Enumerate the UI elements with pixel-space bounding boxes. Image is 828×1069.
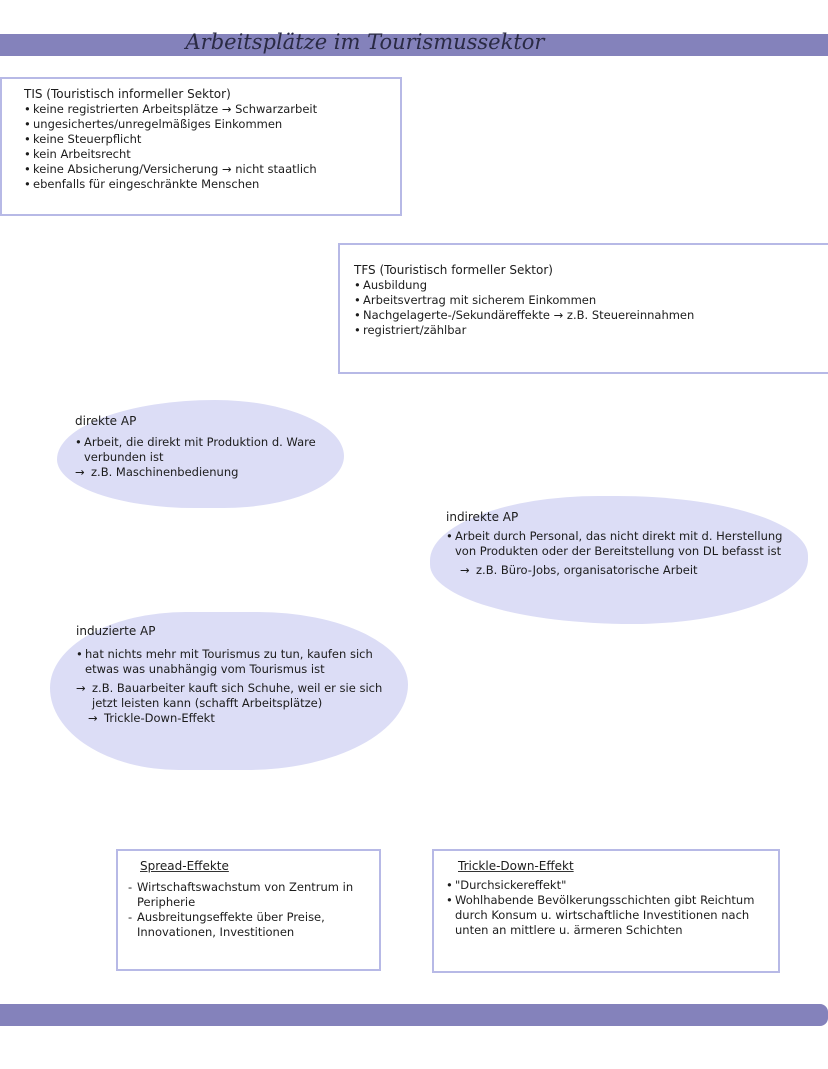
list-item: • keine Absicherung/Versicherung → nicht staatlich xyxy=(24,162,390,177)
list-item: • keine registrierten Arbeitsplätze → Schwarzarbeit xyxy=(24,102,390,117)
tis-box xyxy=(0,77,402,216)
direkte-ap-heading: direkte AP xyxy=(75,414,137,428)
trickle-down-box xyxy=(432,849,780,973)
example-item: → Trickle-Down-Effekt xyxy=(88,711,394,726)
tfs-list xyxy=(354,278,818,338)
example-item: → z.B. Büro-Jobs, organisatorische Arbeit xyxy=(460,563,796,578)
tis-list xyxy=(24,102,390,192)
list-item: • Arbeit, die direkt mit Produktion d. Ware verbunden ist xyxy=(75,435,332,465)
list-item: • Wohlhabende Bevölkerungsschichten gibt Reichtum durch Konsum u. wirtschaftliche Investitionen nach unten an mittlere u. ärmeren Schichten xyxy=(446,893,768,938)
list-item: • registriert/zählbar xyxy=(354,323,818,338)
page-title: Arbeitsplätze im Tourismussektor xyxy=(185,30,545,54)
spread-effekte-heading: Spread-Effekte xyxy=(140,859,229,873)
trickle-down-list xyxy=(446,878,768,938)
list-item: - Wirtschaftswachstum von Zentrum in Peripherie xyxy=(128,880,369,910)
induzierte-ap-list xyxy=(76,647,394,726)
indirekte-ap-heading: indirekte AP xyxy=(446,510,519,524)
example-item: → z.B. Bauarbeiter kauft sich Schuhe, weil er sie sich jetzt leisten kann (schafft Arbeitsplätze) xyxy=(76,681,394,711)
indirekte-ap-list xyxy=(446,529,796,578)
list-item: • Arbeit durch Personal, das nicht direkt mit d. Herstellung von Produkten oder der Bereitstellung von DL befasst ist xyxy=(446,529,796,559)
direkte-ap-blob xyxy=(57,400,344,508)
list-item: • Ausbildung xyxy=(354,278,818,293)
list-item: • ebenfalls für eingeschränkte Menschen xyxy=(24,177,390,192)
list-item: • "Durchsickereffekt" xyxy=(446,878,768,893)
spread-effekte-box xyxy=(116,849,381,971)
induzierte-ap-blob xyxy=(50,612,408,770)
list-item: • hat nichts mehr mit Tourismus zu tun, kaufen sich etwas was unabhängig vom Tourismus ist xyxy=(76,647,394,677)
tfs-box xyxy=(338,243,828,374)
list-item: • ungesichertes/unregelmäßiges Einkommen xyxy=(24,117,390,132)
bottom-band xyxy=(0,1004,828,1026)
list-item: • keine Steuerpflicht xyxy=(24,132,390,147)
list-item: • kein Arbeitsrecht xyxy=(24,147,390,162)
example-item: → z.B. Maschinenbedienung xyxy=(75,465,332,480)
induzierte-ap-heading: induzierte AP xyxy=(76,624,156,638)
list-item: - Ausbreitungseffekte über Preise, Innovationen, Investitionen xyxy=(128,910,369,940)
list-item: • Nachgelagerte-/Sekundäreffekte → z.B. Steuereinnahmen xyxy=(354,308,818,323)
tis-heading: TIS (Touristisch informeller Sektor) xyxy=(24,87,231,101)
spread-effekte-list xyxy=(128,880,369,940)
trickle-down-heading: Trickle-Down-Effekt xyxy=(458,859,574,873)
direkte-ap-list xyxy=(75,435,332,480)
indirekte-ap-blob xyxy=(430,496,808,624)
tfs-heading: TFS (Touristisch formeller Sektor) xyxy=(354,263,553,277)
list-item: • Arbeitsvertrag mit sicherem Einkommen xyxy=(354,293,818,308)
